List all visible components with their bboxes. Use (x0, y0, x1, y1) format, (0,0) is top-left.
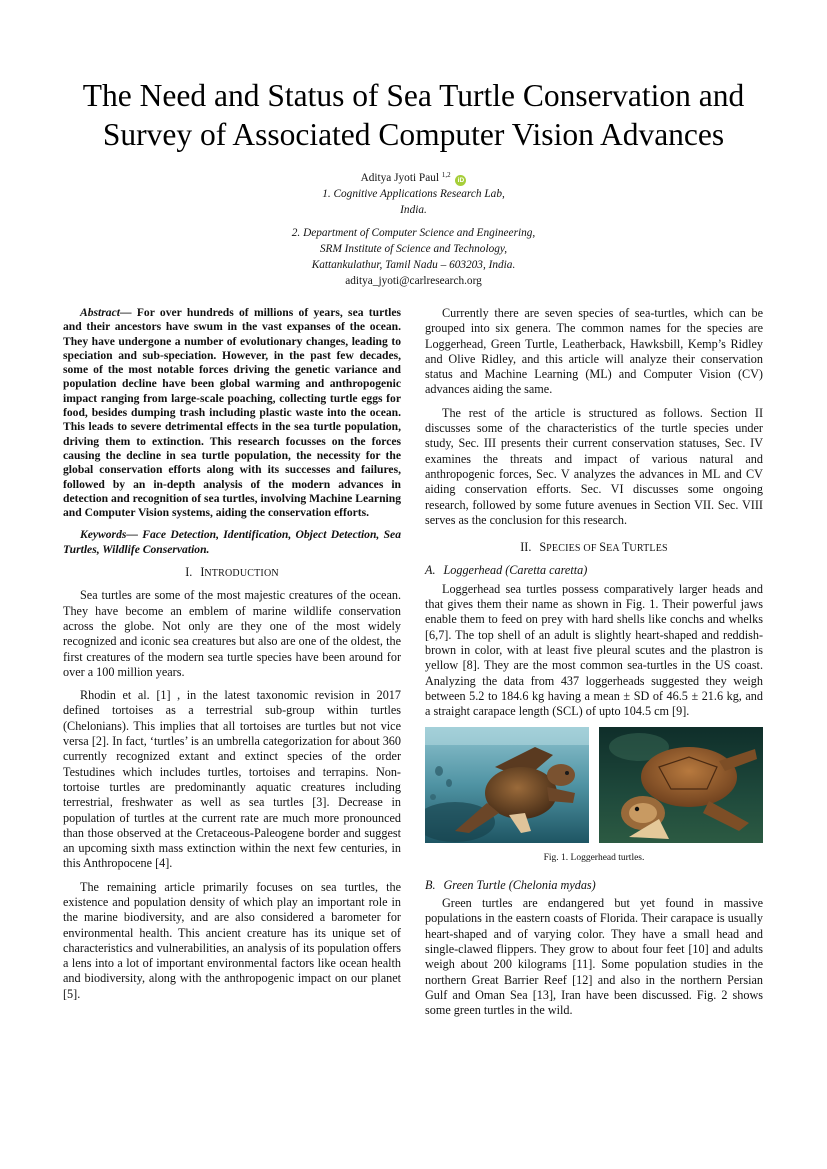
subsection-heading-loggerhead: A. Loggerhead (Caretta caretta) (425, 563, 588, 578)
orcid-icon[interactable]: iD (455, 175, 466, 186)
abstract-lead: Abstract— (80, 306, 132, 319)
left-column (63, 306, 401, 1010)
affiliation-2-line-1: 2. Department of Computer Science and Engineering, (291, 226, 536, 239)
intro-paragraph-2: Rhodin et al. [1] , in the latest taxonomic revision in 2017 defined tortoises as a terrestrial sub-group within turtles (Chelonians). This implies that all tortoises are turtles but not vice versa [2]. In fact, ‘turtles’ is an umbrella categorization for about 360 currently recognized extant and extinct species of the order Testudines which includes turtles, tortoises and terrapins. Non-tortoise turtles are predominantly aquatic creatures including terrestrial, freshwater as well as sea turtles [3]. Decrease in population of turtles at the current rate are much more pronounced than those observed at the Cretaceous-Paleogene border and suggest an upcoming sixth mass extinction within the next few centuries, in this Anthropocene [4]. (63, 688, 401, 871)
affiliation-1-line-1: 1. Cognitive Applications Research Lab, (322, 188, 505, 201)
author-affiliation-marks: 1,2 (441, 171, 451, 179)
figure-1 (425, 727, 763, 843)
abstract-text: For over hundreds of millions of years, sea turtles and their ancestors have swum in the vast expanses of the ocean. They have undergone a number of evolutionary changes, leading to speciation and sub-speciation. However, in the past few decades, some of the most notable forces driving the genetic variance and population decline have been global warming and anthropogenic impact ranging from large-scale poaching, collecting turtle eggs for food, besides dumping trash including plastic waste into the ocean. This leads to severe detrimental effects in the sea turtle population, driving them to extinction. This research focusses on the forces causing the decline in sea turtle population, the necessity for the global conservation efforts along with its successes and failures, followed by an in-depth analysis of the modern advances in detection and recognition of sea turtles, involving Machine Learning and Computer Vision systems, aiding the conservation efforts. (63, 306, 401, 520)
section-heading-introduction: I. INTRODUCTION (185, 565, 279, 580)
title-line-1: The Need and Status of Sea Turtle Conservation and (82, 78, 745, 113)
keywords-lead: Keywords— (80, 528, 138, 542)
figure-1-caption: Fig. 1. Loggerhead turtles. (543, 853, 645, 864)
affiliation-2-line-3: Kattankulathur, Tamil Nadu – 603203, India. (311, 259, 516, 272)
loggerhead-photo-underwater (425, 727, 589, 843)
green-turtle-paragraph: Green turtles are endangered but yet found in massive populations in the eastern coasts of Florida. Their carapace is usually heart-shaped and of varying color. They have a small head and single-clawed flippers. They grow to about four feet [10] and adults weigh about 200 kilograms [11]. Some population studies in the northern Great Barrier Reef [12] and also in the northern Persian Gulf and Oman Sea [13], Iran have been discussed. Fig. 2 shows some green turtles in the wild. (425, 896, 763, 1018)
intro-paragraph-1: Sea turtles are some of the most majestic creatures of the ocean. They have become an emblem of marine wildlife conservation across the globe. Not only are they one of the most widely recognized and iconic sea creatures but also are one of the oldest, the first creatures of the modern sea turtle species have been around for over a 100 million years. (63, 588, 401, 679)
intro-paragraph-3: The remaining article primarily focuses on sea turtles, the existence and population density of which play an important role in the marine biodiversity, and are also considered a barometer for environmental health. This ancient creature has its unique set of characteristics and vulnerabilities, an analysis of its population offers a lens into a lot of important environmental factors like ocean health and biodiversity, along with the anthropogenic impact on our planet [5]. (63, 879, 401, 1001)
intro-paragraph-4: Currently there are seven species of sea-turtles, which can be grouped into six genera. The common names for the species are Loggerhead, Green Turtle, Leatherback, Hawksbill, Kemp’s Ridley and Olive Ridley, and this article will analyze their conservation status and Machine Learning (ML) and Computer Vision (CV) advances aiding the same. (425, 306, 763, 397)
paper-title (40, 76, 787, 154)
keywords (63, 528, 401, 557)
turtle-closeup-image (599, 727, 763, 843)
author-block (100, 167, 727, 289)
intro-paragraph-5: The rest of the article is structured as follows. Section II discusses some of the characteristics of the turtle species under study, Sec. III presents their current conservation statuses, Sec. IV examines the threats and impact of various natural and anthropogenic forces, Sec. V analyzes the advances in ML and CV aiding conservation efforts. Sec. VI discusses some ongoing research, followed by some future avenues in Section VII. Sec. VIII serves as the conclusion for this research. (425, 405, 763, 527)
author-name: Aditya Jyoti Paul (360, 172, 440, 184)
affiliation-1-line-2: India. (400, 204, 427, 217)
subsection-heading-green-turtle: B. Green Turtle (Chelonia mydas) (425, 877, 596, 892)
author-name-line (100, 167, 727, 186)
affiliation-2-line-2: SRM Institute of Science and Technology, (319, 242, 508, 255)
loggerhead-photo-closeup (599, 727, 763, 843)
loggerhead-paragraph: Loggerhead sea turtles possess comparatively larger heads and that gives them their name as shown in Fig. 1. Their powerful jaws enable them to feed on prey with hard shells like conchs and whelks [6,7]. The top shell of an adult is slightly heart-shaped and reddish-brown in color, with at least five pleural scutes and the plastron is yellow [8]. They are the most common sea-turtles in the US coast. Analyzing the data from 437 loggerheads suggested they weigh between 5.2 to 184.6 kg having a mean ± SD of 46.5 ± 21.6 kg, and a straight carapace length (SCL) of upto 104.5 cm [9]. (425, 581, 763, 719)
author-email[interactable]: aditya_jyoti@carlresearch.org (345, 275, 482, 288)
right-column (425, 306, 763, 1026)
turtle-underwater-image (425, 727, 589, 843)
section-heading-species: II. SPECIES OF SEA TURTLES (520, 540, 668, 555)
abstract (63, 306, 401, 520)
keywords-text: Face Detection, Identification, Object Detection, Sea Turtles, Wildlife Conservation. (63, 528, 401, 556)
title-line-2: Survey of Associated Computer Vision Advances (102, 117, 725, 152)
